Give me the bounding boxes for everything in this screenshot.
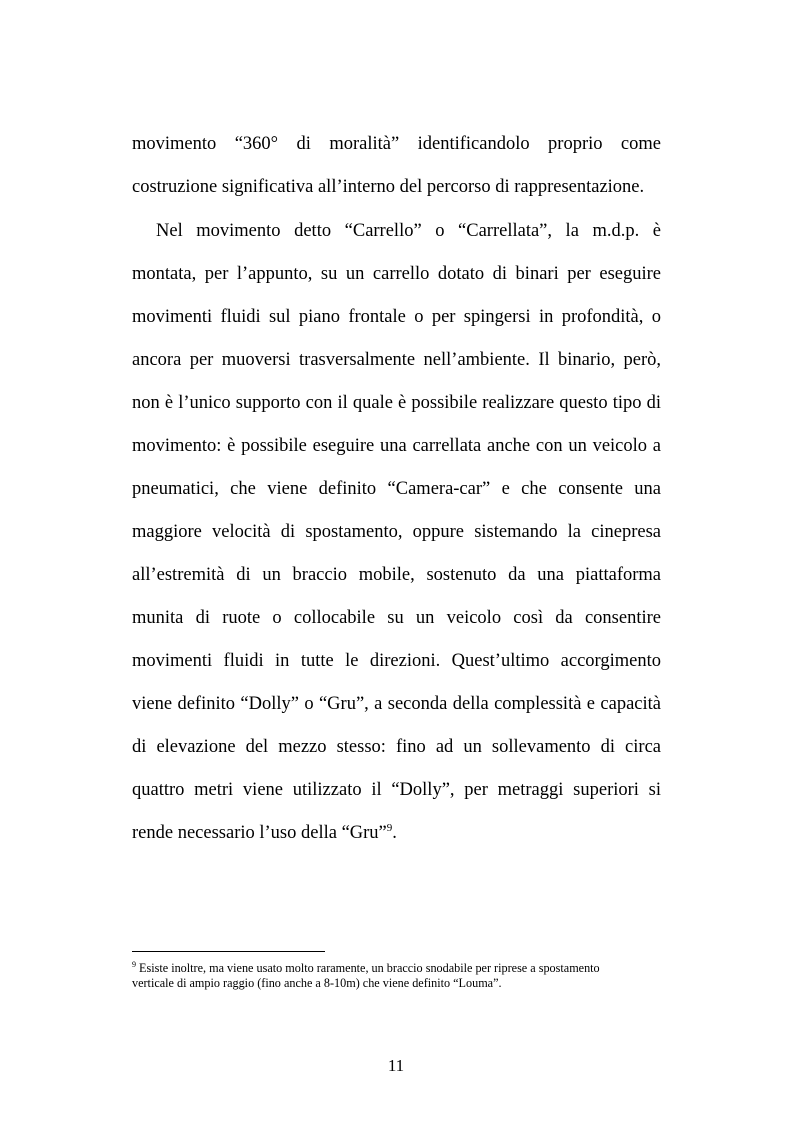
body-line-14: viene definito “Dolly” o “Gru”, a seconda della complessità e capacità <box>132 694 661 714</box>
body-line-2: costruzione significativa all’interno del percorso di rappresentazione. <box>132 177 645 197</box>
body-line-1: movimento “360° di moralità” identificandolo proprio come <box>132 134 661 154</box>
body-line-4: montata, per l’appunto, su un carrello dotato di binari per eseguire <box>132 264 661 284</box>
body-line-15: di elevazione del mezzo stesso: fino ad un sollevamento di circa <box>132 737 661 757</box>
body-line-16: quattro metri viene utilizzato il “Dolly”, per metraggi superiori si <box>132 780 661 800</box>
footnote-marker: 9 <box>132 960 136 969</box>
body-line-6: ancora per muoversi trasversalmente nell’ambiente. Il binario, però, <box>132 350 661 370</box>
footnote-text-1: Esiste inoltre, ma viene usato molto raramente, un braccio snodabile per riprese a spostamento <box>136 961 600 975</box>
body-line-9: pneumatici, che viene definito “Camera-car” e che consente una <box>132 479 661 499</box>
body-line-3: Nel movimento detto “Carrello” o “Carrellata”, la m.d.p. è <box>156 221 661 241</box>
body-line-12: munita di ruote o collocabile su un veicolo così da consentire <box>132 608 661 628</box>
body-line-5: movimenti fluidi sul piano frontale o per spingersi in profondità, o <box>132 307 661 327</box>
footnote-separator <box>132 951 325 952</box>
body-line-8: movimento: è possibile eseguire una carrellata anche con un veicolo a <box>132 436 661 456</box>
body-line-17 <box>132 820 661 846</box>
body-line-17-text: rende necessario l’uso della “Gru” <box>132 823 387 843</box>
body-line-10: maggiore velocità di spostamento, oppure sistemando la cinepresa <box>132 522 661 542</box>
footnote-line-1 <box>132 960 661 976</box>
body-line-7: non è l’unico supporto con il quale è possibile realizzare questo tipo di <box>132 393 661 413</box>
body-line-13: movimenti fluidi in tutte le direzioni. Quest’ultimo accorgimento <box>132 651 661 671</box>
footnote-line-2: verticale di ampio raggio (fino anche a 8-10m) che viene definito “Louma”. <box>132 976 502 990</box>
body-line-17-end: . <box>392 823 397 843</box>
page-number: 11 <box>387 1056 405 1075</box>
footnote-reference[interactable]: 9 <box>386 822 393 834</box>
body-line-11: all’estremità di un braccio mobile, sostenuto da una piattaforma <box>132 565 661 585</box>
